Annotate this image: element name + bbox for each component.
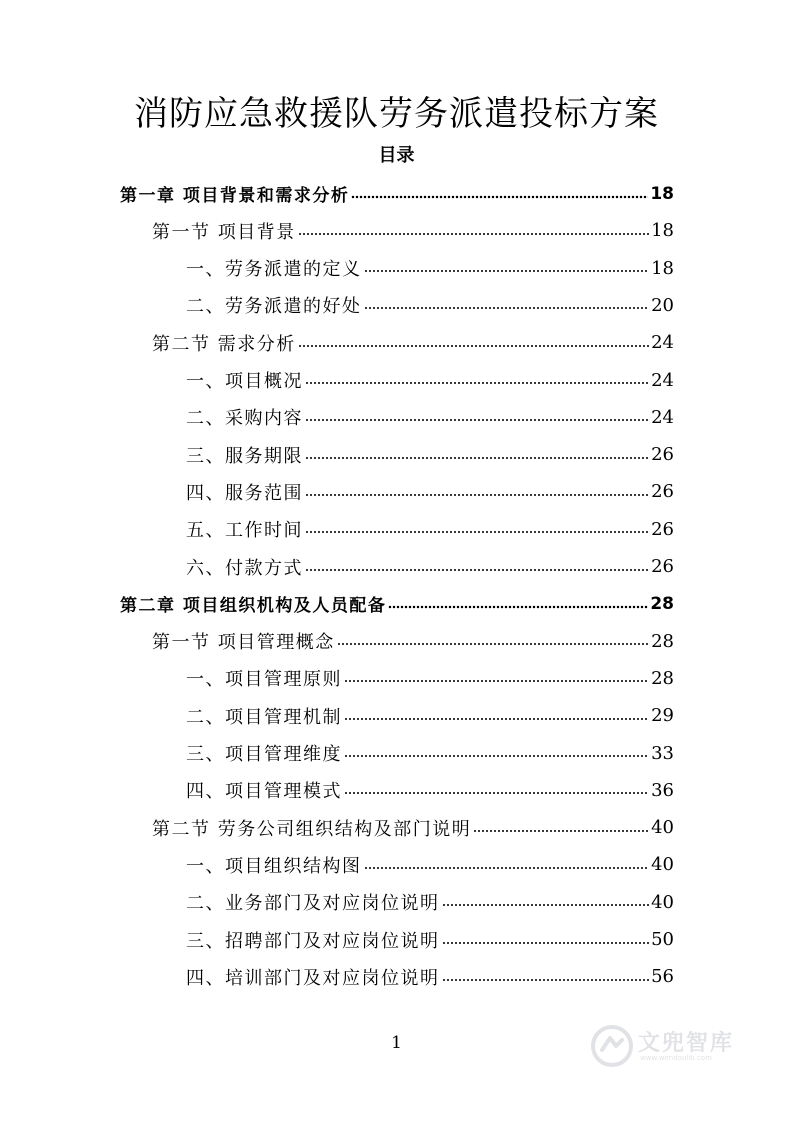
toc-dot-leader [344,789,649,797]
toc-dot-leader [305,566,649,574]
toc-entry-item[interactable] [186,436,674,473]
toc-entry-page: 50 [651,929,674,950]
toc-entry-item[interactable] [186,660,674,697]
toc-dot-leader [337,640,649,648]
page-number: 1 [391,1033,402,1053]
toc-entry-page: 26 [651,481,674,503]
toc-entry-label: 三、项目管理维度 [186,744,342,765]
toc-entry-page: 24 [651,406,674,428]
toc-entry-label: 二、劳务派遣的好处 [186,296,362,318]
toc-entry-page: 36 [651,779,674,801]
toc-entry-item[interactable] [186,958,674,995]
toc-entry-label: 六、付款方式 [186,557,303,579]
toc-dot-leader [305,454,649,462]
watermark [590,1020,760,1074]
toc-entry-label: 三、招聘部门及对应岗位说明 [186,930,440,952]
toc-entry-label: 第一章 项目背景和需求分析 [120,186,350,206]
toc-entry-label: 一、项目组织结构图 [186,855,362,877]
toc-dot-leader [305,528,649,536]
toc-dot-leader [305,416,649,424]
toc-entry-label: 四、培训部门及对应岗位说明 [186,967,440,989]
toc-entry-item[interactable] [186,735,674,772]
toc-entry-page: 26 [651,518,674,540]
toc-entry-section[interactable] [152,212,674,249]
toc-entry-label: 第一节 项目管理概念 [152,632,335,654]
toc-entry-item[interactable] [186,921,674,958]
toc-entry-label: 二、项目管理机制 [186,706,342,728]
toc-entry-label: 一、劳务派遣的定义 [186,259,362,281]
toc-entry-page: 56 [651,966,674,988]
toc-dot-leader [442,939,650,947]
toc-entry-page: 28 [650,593,674,614]
toc-dot-leader [442,976,650,984]
toc-entry-item[interactable] [186,250,674,287]
toc-entry-label: 五、工作时间 [186,520,303,542]
toc-entry-section[interactable] [152,324,674,361]
toc-entry-item[interactable] [186,548,674,585]
toc-heading: 目录 [378,145,415,166]
document-title: 消防应急救援队劳务派遣投标方案 [134,94,659,134]
toc-entry-page: 26 [651,556,674,577]
toc-entry-page: 20 [651,294,674,316]
toc-entry-page: 40 [651,817,674,839]
toc-dot-leader [364,304,650,312]
toc-entry-page: 28 [651,630,674,652]
toc-entry-label: 第二节 需求分析 [152,333,296,355]
toc-entry-chapter[interactable] [120,585,674,622]
toc-entry-label: 一、项目概况 [186,371,303,392]
toc-entry-item[interactable] [186,362,674,399]
toc-entry-page: 26 [651,444,674,466]
toc-entry-section[interactable] [152,623,674,660]
toc-dot-leader [298,342,649,350]
toc-entry-page: 33 [651,742,674,764]
toc-entry-page: 18 [651,220,674,242]
toc-entry-section[interactable] [152,809,674,846]
toc-dot-leader [305,491,649,499]
toc-entry-page: 40 [651,854,674,876]
toc-entry-item[interactable] [186,697,674,734]
toc-dot-leader [364,864,650,872]
toc-entry-page: 28 [651,667,674,689]
toc-entry-item[interactable] [186,884,674,921]
toc-entry-item[interactable] [186,287,674,324]
toc-entry-page: 29 [651,705,674,727]
toc-entry-item[interactable] [186,772,674,809]
toc-dot-leader [305,379,649,387]
toc-dot-leader [364,267,650,275]
toc-dot-leader [298,230,649,238]
toc-entry-chapter[interactable] [120,175,674,212]
toc-entry-item[interactable] [186,473,674,510]
toc-entry-page: 24 [651,332,674,354]
toc-entry-page: 24 [651,369,674,391]
toc-dot-leader [442,901,650,909]
toc-dot-leader [388,603,648,611]
toc-entry-label: 第一节 项目背景 [152,221,296,243]
toc-dot-leader [351,193,648,201]
toc-entry-label: 四、服务范围 [186,482,303,504]
toc-dot-leader [344,715,649,723]
toc-entry-item[interactable] [186,511,674,548]
toc-dot-leader [473,827,649,835]
toc-entry-page: 18 [650,183,674,204]
toc-dot-leader [344,752,649,760]
toc-dot-leader [344,677,649,685]
toc-entry-label: 一、项目管理原则 [186,669,342,691]
toc-entry-page: 18 [651,257,674,279]
toc-entry-label: 第二节 劳务公司组织结构及部门说明 [152,818,472,840]
toc-entry-label: 第二章 项目组织机构及人员配备 [120,596,387,617]
toc-entry-label: 三、服务期限 [186,445,303,467]
toc-entry-item[interactable] [186,399,674,436]
toc-entry-label: 四、项目管理模式 [186,781,342,803]
toc-entry-label: 二、采购内容 [186,408,303,430]
toc-entry-page: 40 [651,891,674,913]
watermark-url: www.wendoulib.com [640,1054,712,1062]
toc-entry-item[interactable] [186,846,674,883]
watermark-text: 文兜智库 [638,1031,735,1056]
toc-entry-label: 二、业务部门及对应岗位说明 [186,893,440,915]
watermark-logo-icon [590,1024,634,1068]
